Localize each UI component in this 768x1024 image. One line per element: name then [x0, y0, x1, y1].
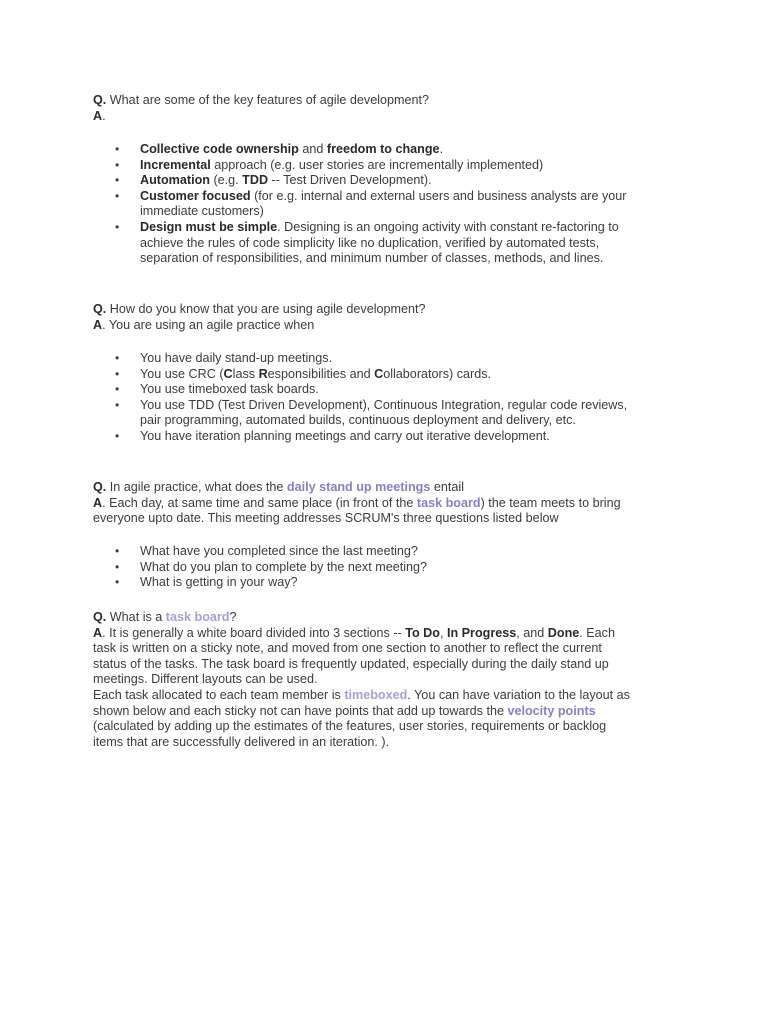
item-text: esponsibilities and	[267, 366, 375, 381]
list-item	[93, 398, 683, 429]
list-item	[93, 351, 683, 367]
q4-answer-text: . It is generally a white board divided into 3 sections --	[102, 625, 406, 640]
bullet: •	[115, 157, 120, 172]
bold-term: To Do	[405, 625, 440, 640]
bullet: •	[115, 575, 120, 590]
q3-question	[93, 480, 683, 496]
bold-letter: R	[258, 366, 268, 381]
q2-section	[93, 302, 683, 333]
bold-term: Design must be simple	[140, 219, 278, 234]
bullet: •	[115, 173, 120, 188]
item-text: and	[298, 142, 327, 156]
q4-question-text: ?	[229, 610, 237, 624]
q3-question-text: In agile practice, what does the	[106, 480, 287, 494]
list-item	[93, 575, 683, 591]
item-text: separation of responsibilities, and minimum number of classes, methods, and lines.	[140, 251, 604, 266]
bold-term: Collective code ownership	[140, 142, 299, 156]
a-label: A	[93, 317, 103, 332]
a-label: A	[93, 108, 103, 123]
q3-list	[93, 544, 683, 591]
q4-answer-text: items that are successfully delivered in an iteration. ).	[93, 734, 390, 749]
q4-answer-text: ,	[439, 625, 447, 640]
q4-answer-text: status of the tasks. The task board is frequently updated, especially during the daily stand up	[93, 656, 609, 671]
list-item	[93, 173, 683, 189]
bold-term: Customer focused	[140, 188, 251, 203]
q2-list	[93, 351, 683, 445]
item-text: -- Test Driven Development).	[268, 173, 432, 188]
q1-question-text: What are some of the key features of agile development?	[106, 93, 430, 107]
q4-answer-line	[93, 688, 683, 704]
q2-question-text: How do you know that you are using agile development?	[106, 302, 426, 316]
item-text: You have iteration planning meetings and carry out iterative development.	[140, 428, 550, 443]
q3-answer	[93, 496, 683, 512]
q1-list	[93, 142, 683, 267]
q4-answer-text: Each task allocated to each team member is	[93, 687, 345, 702]
velocity-points-link[interactable]: velocity points	[507, 703, 596, 718]
q3-question-text: entail	[430, 480, 464, 494]
q3-section	[93, 480, 683, 527]
bullet: •	[115, 188, 120, 203]
q4-answer-text: (calculated by adding up the estimates of the features, user stories, requirements or backlog	[93, 719, 607, 734]
q1-question	[93, 93, 683, 109]
list-item	[93, 367, 683, 383]
bullet: •	[115, 382, 120, 397]
item-text: immediate customers)	[140, 204, 264, 219]
item-text: What do you plan to complete by the next meeting?	[140, 559, 428, 574]
item-text: achieve the rules of code simplicity like no duplication, verified by automated tests,	[140, 235, 600, 250]
item-text: .	[439, 142, 444, 156]
list-item	[93, 189, 683, 220]
a-label: A	[93, 495, 103, 510]
q4-answer-text: meetings. Different layouts can be used.	[93, 672, 318, 687]
bullet: •	[115, 559, 120, 574]
bold-letter: C	[374, 366, 384, 381]
q4-answer-line	[93, 704, 683, 720]
q1-section	[93, 93, 683, 124]
bold-term: In Progress	[446, 625, 517, 640]
bullet: •	[115, 428, 120, 443]
item-text: You use timeboxed task boards.	[140, 382, 319, 397]
item-text: (e.g.	[209, 173, 243, 188]
list-item	[93, 382, 683, 398]
item-text: approach (e.g. user stories are incrementally implemented)	[210, 157, 544, 172]
bullet: •	[115, 366, 120, 381]
q4-section	[93, 610, 683, 750]
bullet: •	[115, 397, 120, 412]
q-label: Q.	[93, 93, 107, 107]
q4-question	[93, 610, 683, 626]
q2-answer-text: . You are using an agile practice when	[102, 317, 315, 332]
q4-answer-text: task is written on a sticky note, and moved from one section to another to reflect the current	[93, 641, 602, 656]
item-text: lass	[232, 366, 259, 381]
item-text: (for e.g. internal and external users and business analysts are your	[250, 188, 627, 203]
q4-answer	[93, 626, 683, 642]
item-text: You use CRC (	[140, 366, 224, 381]
bullet: •	[115, 219, 120, 234]
item-text: ollaborators) cards.	[383, 366, 491, 381]
q3-answer-text: everyone upto date. This meeting addresses SCRUM's three questions listed below	[93, 511, 559, 526]
item-text: . Designing is an ongoing activity with constant re-factoring to	[277, 219, 619, 234]
task-board-link[interactable]: task board	[416, 495, 481, 510]
q4-answer-text: shown below and each sticky not can have points that add up towards the	[93, 703, 508, 718]
item-text: What is getting in your way?	[140, 575, 298, 590]
timeboxed-link[interactable]: timeboxed	[344, 687, 408, 702]
q4-answer-text: . You can have variation to the layout as	[407, 687, 630, 702]
q-label: Q.	[93, 480, 107, 494]
q4-answer-text: , and	[516, 625, 548, 640]
list-item	[93, 158, 683, 174]
bold-term: freedom to change	[326, 142, 440, 156]
item-text: What have you completed since the last meeting?	[140, 544, 418, 558]
bold-term: TDD	[242, 173, 269, 188]
q1-answer	[93, 109, 683, 125]
q1-answer-text: .	[102, 108, 106, 123]
bold-term: Incremental	[140, 157, 211, 172]
list-item	[93, 429, 683, 445]
bold-letter: C	[223, 366, 233, 381]
bullet: •	[115, 544, 120, 558]
bold-term: Automation	[140, 173, 210, 188]
item-text: pair programming, automated builds, continuous deployment and delivery, etc.	[140, 413, 576, 428]
bold-term: Done	[547, 625, 580, 640]
q-label: Q.	[93, 610, 107, 624]
list-item	[93, 560, 683, 576]
list-item	[93, 544, 683, 560]
list-item	[93, 142, 683, 158]
daily-stand-up-meetings-link[interactable]: daily stand up meetings	[286, 480, 431, 494]
q-label: Q.	[93, 302, 107, 316]
item-text: You use TDD (Test Driven Development), Continuous Integration, regular code reviews,	[140, 397, 628, 412]
q3-answer-text: . Each day, at same time and same place (in front of the	[102, 495, 417, 510]
q4-question-text: What is a	[106, 610, 166, 624]
task-board-link[interactable]: task board	[165, 610, 230, 624]
a-label: A	[93, 625, 103, 640]
item-text: You have daily stand-up meetings.	[140, 351, 333, 365]
q3-answer-text: ) the team meets to bring	[480, 495, 621, 510]
q4-answer-text: . Each	[579, 625, 615, 640]
bullet: •	[115, 351, 120, 365]
q2-question	[93, 302, 683, 318]
bullet: •	[115, 142, 120, 156]
q2-answer	[93, 318, 683, 334]
list-item	[93, 220, 683, 267]
